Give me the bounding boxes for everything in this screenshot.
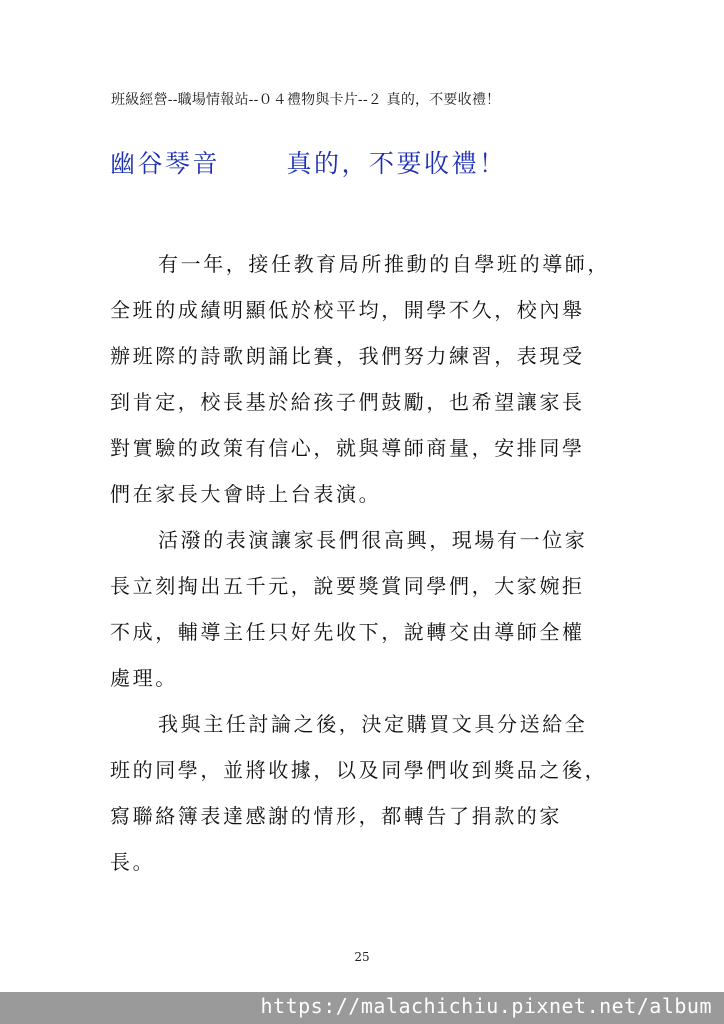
author-name: 幽谷琴音 xyxy=(110,149,221,178)
paragraph-line: 寫聯絡簿表達感謝的情形，都轉告了捐款的家 xyxy=(110,804,562,828)
watermark-url: https://malachichiu.pixnet.net/album xyxy=(260,994,712,1018)
page-number: 25 xyxy=(354,950,370,964)
paragraph-line: 長立刻掏出五千元，說要獎賞同學們，大家婉拒 xyxy=(110,574,585,598)
article-body xyxy=(110,241,640,885)
paragraph-line: 班的同學，並將收據，以及同學們收到獎品之後， xyxy=(110,758,608,782)
paragraph-line: 活潑的表演讓家長們很高興，現場有一位家 xyxy=(158,528,588,552)
paragraph-line: 有一年，接任教育局所推動的自學班的導師， xyxy=(158,252,610,276)
paragraph-line: 我與主任討論之後，決定購買文具分送給全 xyxy=(158,712,588,736)
article-title xyxy=(110,144,506,180)
watermark-bar xyxy=(0,992,724,1024)
paragraph-line: 對實驗的政策有信心，就與導師商量，安排同學 xyxy=(110,436,585,460)
paragraph-line: 們在家長大會時上台表演。 xyxy=(110,482,382,506)
paragraph-line: 全班的成績明顯低於校平均，開學不久，校內舉 xyxy=(110,298,585,322)
paragraph-line: 不成，輔導主任只好先收下，說轉交由導師全權 xyxy=(110,620,585,644)
running-header: 班級經營--職場情報站--０４禮物與卡片--２ 真的，不要收禮！ xyxy=(111,92,501,108)
paragraph-line: 長。 xyxy=(110,850,156,874)
paragraph-line: 處理。 xyxy=(110,666,178,690)
paragraph-line: 辦班際的詩歌朗誦比賽，我們努力練習，表現受 xyxy=(110,344,585,368)
paragraph-line: 到肯定，校長基於給孩子們鼓勵，也希望讓家長 xyxy=(110,390,585,414)
headline: 真的，不要收禮！ xyxy=(286,149,507,178)
